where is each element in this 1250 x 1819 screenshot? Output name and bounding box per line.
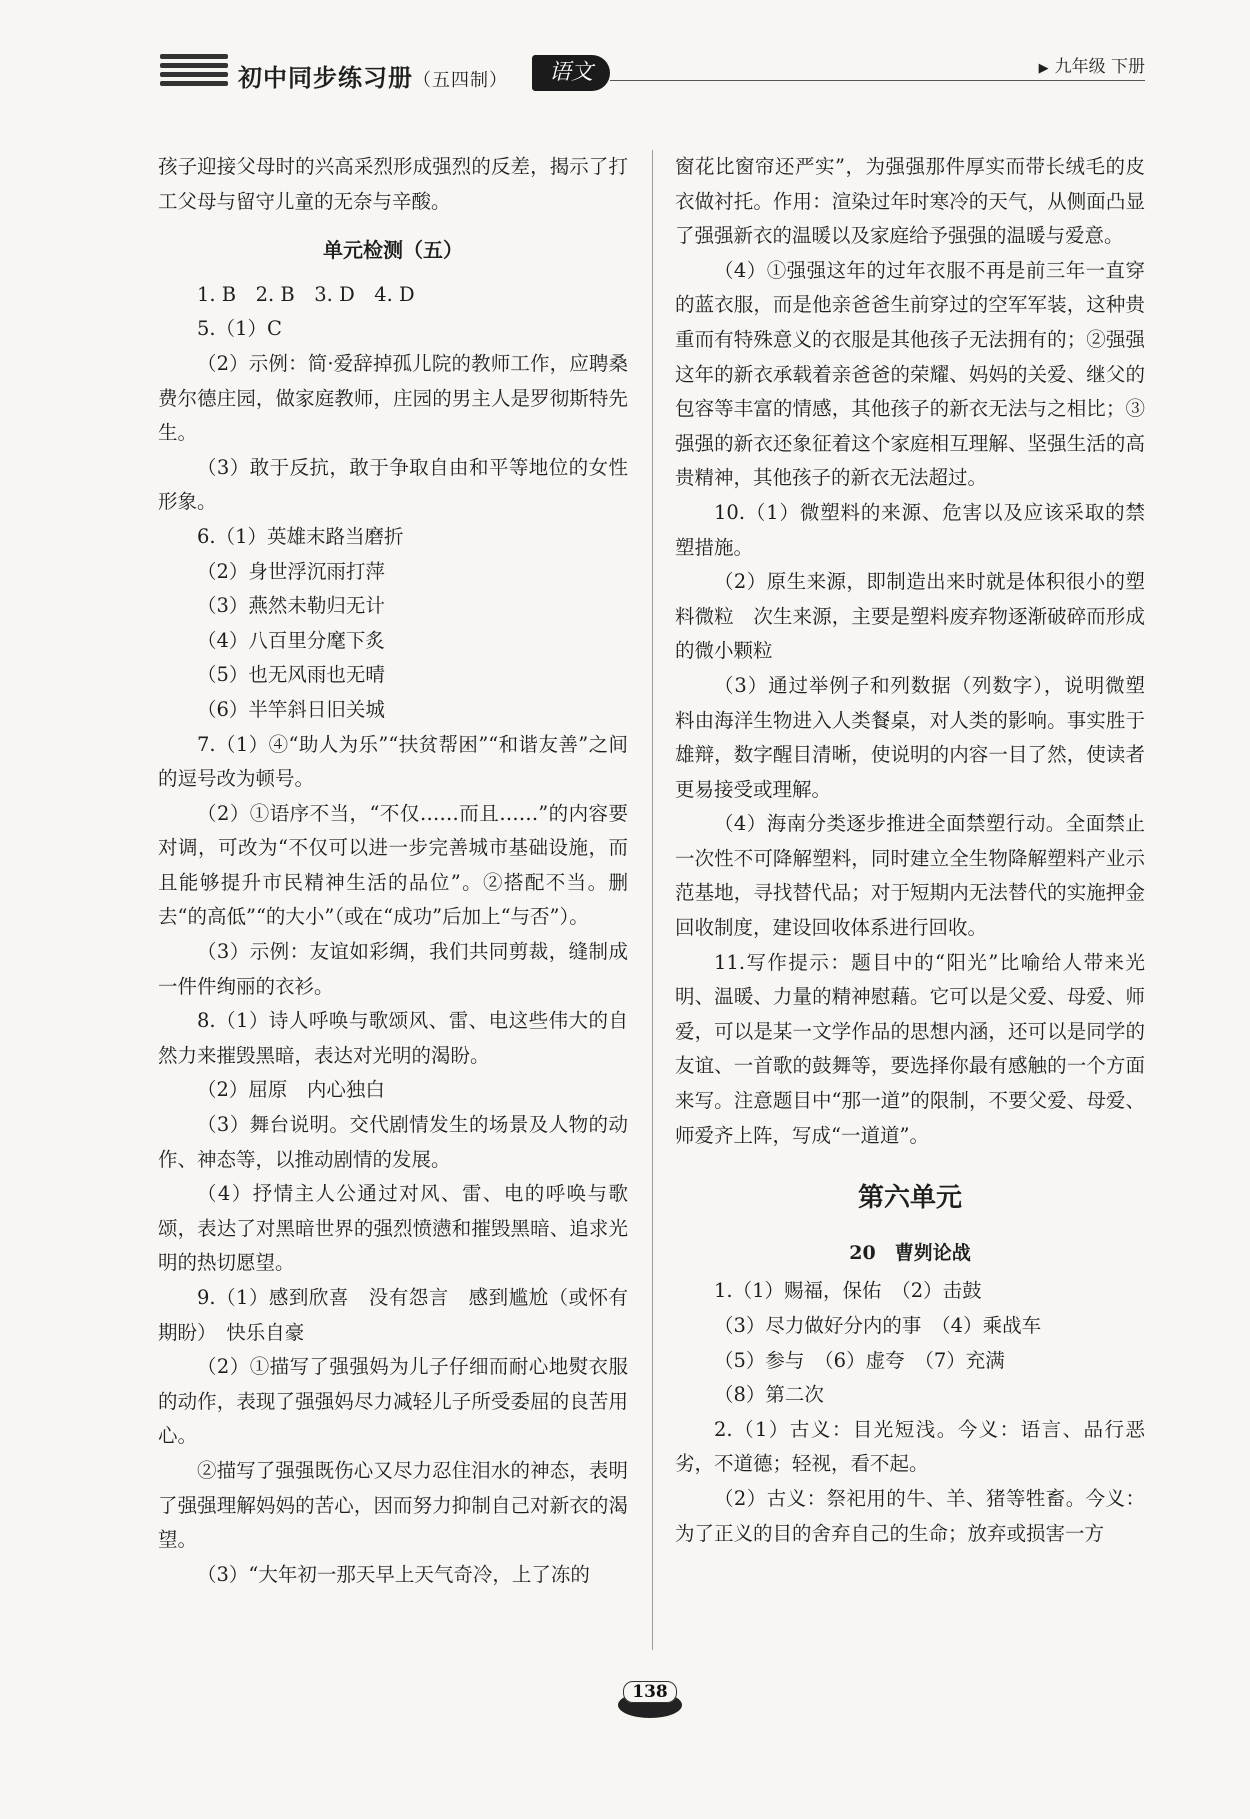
answer-paragraph: （3）“大年初一那天早上天气奇冷，上了冻的: [197, 1562, 590, 1586]
grade-label: [1039, 52, 1145, 77]
answer-paragraph: （2）①语序不当，“不仅……而且……”的内容要对调，可改为“不仅可以进一步完善城市基础设施，而且能够提升市民精神生活的品位”。②搭配不当。删去“的高低”“的大小”（或在“成功”后加上“与否”）。: [158, 801, 628, 929]
triangle-right-icon: ▶: [1038, 61, 1049, 76]
answer-paragraph: （5）参与 （6）虚夸 （7）充满: [714, 1348, 1005, 1372]
answer-paragraph: （8）第二次: [714, 1383, 824, 1407]
answer-paragraph: 8.（1）诗人呼唤与歌颂风、雷、电这些伟大的自然力来摧毁黑暗，表达对光明的渴盼。: [158, 1009, 628, 1067]
answer-paragraph: （3）通过举例子和列数据（列数字），说明微塑料由海洋生物进入人类餐桌，对人类的影响。事实胜于雄辩，数字醒目清晰，使说明的内容一目了然，使读者更易接受或理解。: [675, 673, 1145, 801]
answer-paragraph: 1. B 2. B 3. D 4. D: [197, 282, 415, 306]
answer-paragraph: ②描写了强强既伤心又尽力忍住泪水的神态，表明了强强理解妈妈的苦心，因而努力抑制自己对新衣的渴望。: [158, 1458, 628, 1552]
answer-paragraph: 5.（1）C: [197, 317, 282, 341]
answer-paragraph: （3）示例：友谊如彩绸，我们共同剪裁，缝制成一件件绚丽的衣衫。: [158, 940, 628, 998]
answer-paragraph: （4）①强强这年的过年衣服不再是前三年一直穿的蓝衣服，而是他亲爸爸生前穿过的空军军装，这种贵重而有特殊意义的衣服是其他孩子无法拥有的；②强强这年的新衣承载着亲爸爸的荣耀、妈妈的关爱、继父的包容等丰富的情感，其他孩子的新衣无法与之相比；③强强的新衣还象征着这个家庭相互理解、坚强生活的高贵精神，其他孩子的新衣无法超过。: [675, 258, 1145, 490]
answer-paragraph: （3）舞台说明。交代剧情发生的场景及人物的动作、神态等，以推动剧情的发展。: [158, 1113, 628, 1171]
answer-paragraph: （2）身世浮沉雨打萍: [197, 559, 385, 583]
answer-paragraph: 1.（1）赐福，保佑 （2）击鼓: [714, 1279, 982, 1303]
column-divider: [652, 150, 653, 1650]
answer-paragraph: 窗花比窗帘还严实”，为强强那件厚实而带长绒毛的皮衣做衬托。作用：渲染过年时寒冷的天气，从侧面凸显了强强新衣的温暖以及家庭给予强强的温暖与爱意。: [675, 155, 1145, 248]
answer-paragraph: 6.（1）英雄末路当磨折: [197, 524, 404, 548]
answer-paragraph: （4）抒情主人公通过对风、雷、电的呼唤与歌颂，表达了对黑暗世界的强烈愤懑和摧毁黑暗、追求光明的热切愿望。: [158, 1182, 628, 1275]
page-number: [600, 1682, 700, 1722]
book-title-sub: （五四制）: [413, 70, 508, 91]
grade-text: 九年级 下册: [1054, 57, 1145, 77]
subject-badge: 语文: [532, 55, 610, 91]
page-header: [160, 48, 1145, 98]
answer-paragraph: （6）半竿斜日旧关城: [197, 697, 385, 721]
unit-heading: 第六单元: [857, 1183, 962, 1214]
answer-paragraph: （5）也无风雨也无晴: [197, 663, 385, 687]
answer-paragraph: （2）屈原 内心独白: [197, 1078, 385, 1102]
answer-paragraph: （4）海南分类逐步推进全面禁塑行动。全面禁止一次性不可降解塑料，同时建立全生物降解塑料产业示范基地，寻找替代品；对于短期内无法替代的实施押金回收制度，建设回收体系进行回收。: [675, 812, 1145, 940]
answer-paragraph: （3）尽力做好分内的事 （4）乘战车: [714, 1314, 1042, 1337]
answer-paragraph: （2）古义：祭祀用的牛、羊、猪等牲畜。今义：为了正义的目的舍弃自己的生命；放弃或损害一方: [675, 1486, 1145, 1545]
book-logo-icon: [160, 54, 228, 94]
book-title: [238, 58, 508, 93]
answer-paragraph: （2）原生来源，即制造出来时就是体积很小的塑料微粒 次生来源，主要是塑料废弃物逐渐破碎而形成的微小颗粒: [675, 570, 1145, 663]
left-column: [158, 150, 628, 1592]
lesson-heading: 20 曹刿论战: [849, 1241, 971, 1264]
book-title-main: 初中同步练习册: [238, 63, 413, 92]
answer-paragraph: （3）燕然未勒归无计: [197, 594, 385, 618]
page-number-text: 138: [623, 1681, 677, 1703]
answer-paragraph: 孩子迎接父母时的兴高采烈形成强烈的反差，揭示了打工父母与留守儿童的无奈与辛酸。: [158, 155, 628, 213]
answer-paragraph: 7.（1）④“助人为乐”“扶贫帮困”“和谐友善”之间的逗号改为顿号。: [158, 732, 628, 791]
answer-paragraph: （2）①描写了强强妈为儿子仔细而耐心地熨衣服的动作，表现了强强妈尽力减轻儿子所受委屈的良苦用心。: [158, 1355, 628, 1448]
right-column: [675, 150, 1145, 1551]
answer-paragraph: 10.（1）微塑料的来源、危害以及应该采取的禁塑措施。: [675, 500, 1145, 559]
header-rule: [610, 80, 1145, 81]
answer-paragraph: 9.（1）感到欣喜 没有怨言 感到尴尬（或怀有期盼） 快乐自豪: [158, 1286, 628, 1344]
answer-paragraph: （4）八百里分麾下炙: [197, 628, 385, 652]
answer-paragraph: （2）示例：简·爱辞掉孤儿院的教师工作，应聘桑费尔德庄园，做家庭教师，庄园的男主人是罗彻斯特先生。: [158, 351, 628, 445]
answer-paragraph: （3）敢于反抗，敢于争取自由和平等地位的女性形象。: [158, 455, 628, 514]
answer-paragraph: 11.写作提示：题目中的“阳光”比喻给人带来光明、温暖、力量的精神慰藉。它可以是父爱、母爱、师爱，可以是某一文学作品的思想内涵，还可以是同学的友谊、一首歌的鼓舞等，要选择你最有感触的一个方面来写。注意题目中“那一道”的限制，不要父爱、母爱、师爱齐上阵，写成“一道道”。: [675, 950, 1145, 1147]
section-heading: 单元检测（五）: [323, 238, 463, 263]
answer-paragraph: 2.（1）古义：目光短浅。今义：语言、品行恶劣，不道德；轻视，看不起。: [675, 1417, 1145, 1476]
